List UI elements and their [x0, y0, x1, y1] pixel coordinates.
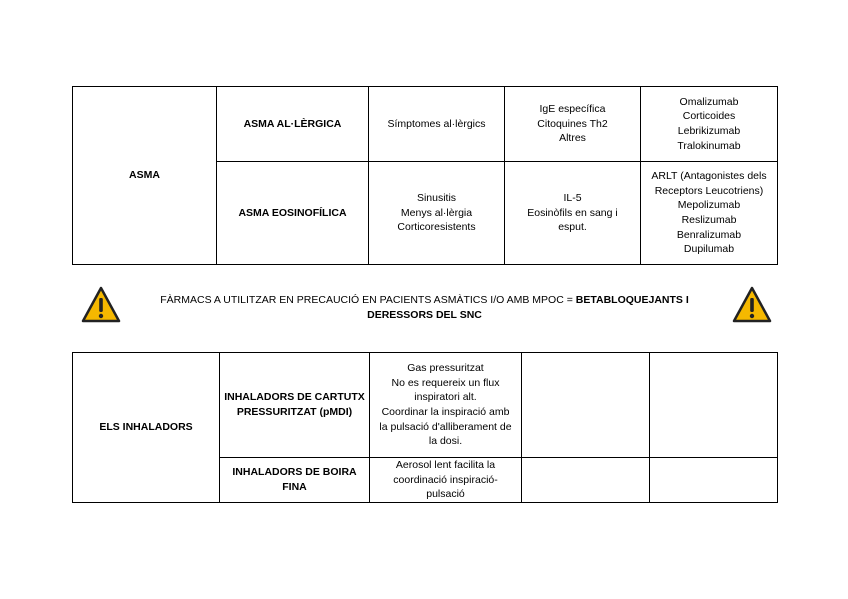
symptoms-cell	[369, 87, 505, 162]
description-line: coordinació inspiració-	[393, 473, 498, 486]
inhaler-type-pmdi	[220, 353, 370, 458]
description-line: No es requereix un flux	[391, 376, 500, 389]
asthma-table	[72, 86, 778, 265]
description-line: inspiratori alt.	[414, 391, 477, 404]
inhaler-type-line: INHALADORS DE CARTUTX	[224, 391, 365, 404]
drug-line: Benralizumab	[676, 228, 742, 241]
warning-banner	[72, 285, 777, 327]
marker-line: esput.	[558, 221, 587, 234]
description-line: la dosi.	[428, 435, 463, 448]
empty-cell	[650, 458, 778, 503]
warning-text-bold: BETABLOQUEJANTS I DERESSORS DEL SNC	[367, 294, 689, 321]
marker-line: IgE específica	[539, 103, 606, 116]
inhaler-type-line: FINA	[282, 480, 307, 493]
description-line: pulsació	[426, 488, 465, 501]
drug-line: Lebrikizumab	[677, 125, 741, 137]
description-line: Coordinar la inspiració amb	[381, 406, 510, 418]
asthma-type-allergic: ASMA AL·LÈRGICA	[217, 87, 369, 162]
marker-line: IL-5	[563, 192, 582, 205]
empty-cell	[522, 458, 650, 503]
description-line: Gas pressuritzat	[407, 362, 484, 375]
drugs-cell	[641, 162, 778, 265]
symptoms-cell	[369, 162, 505, 265]
symptom-line: Menys al·lèrgia	[400, 206, 473, 219]
empty-cell	[650, 353, 778, 458]
marker-line: Eosinòfils en sang i	[527, 206, 618, 219]
drug-line: Dupilumab	[683, 243, 735, 256]
symptom-line: Corticoresistents	[397, 221, 476, 234]
markers-cell	[505, 162, 641, 265]
inhalers-group-label: ELS INHALADORS	[73, 353, 220, 503]
drug-line: Reslizumab	[681, 214, 737, 226]
warning-triangle-icon	[81, 285, 121, 325]
markers-cell	[505, 87, 641, 162]
description-line: Aerosol lent facilita la	[395, 459, 496, 471]
table-row	[73, 87, 778, 162]
asthma-group-label: ASMA	[73, 87, 217, 265]
warning-text	[132, 293, 717, 323]
warning-text-normal: FÀRMACS A UTILITZAR EN PRECAUCIÓ EN PACIENTS ASMÀTICS I/O AMB MPOC =	[160, 294, 576, 306]
inhalers-table	[72, 352, 778, 503]
description-line: la pulsació d'alliberament de	[379, 420, 512, 433]
marker-line: Citoquines Th2	[537, 117, 608, 130]
drug-line: ARLT (Antagonistes dels	[651, 170, 767, 183]
inhaler-description	[370, 458, 522, 503]
drug-line: Receptors Leucotriens)	[654, 184, 764, 197]
inhaler-type-line: INHALADORS DE BOIRA	[232, 466, 357, 479]
table-row	[73, 353, 778, 458]
inhaler-type-soft-mist	[220, 458, 370, 503]
drug-line: Omalizumab	[679, 95, 739, 108]
drugs-cell	[641, 87, 778, 162]
inhaler-description	[370, 353, 522, 458]
marker-line: Altres	[559, 132, 586, 145]
inhaler-type-line: PRESSURITZAT (pMDI)	[236, 406, 353, 418]
empty-cell	[522, 353, 650, 458]
symptom-line: Símptomes al·lèrgics	[387, 117, 486, 130]
drug-line: Tralokinumab	[677, 139, 741, 152]
asthma-type-eosinophilic: ASMA EOSINOFÍLICA	[217, 162, 369, 265]
drug-line: Corticoides	[682, 110, 736, 123]
drug-line: Mepolizumab	[677, 199, 741, 212]
symptom-line: Sinusitis	[416, 192, 457, 205]
warning-triangle-icon	[732, 285, 772, 325]
